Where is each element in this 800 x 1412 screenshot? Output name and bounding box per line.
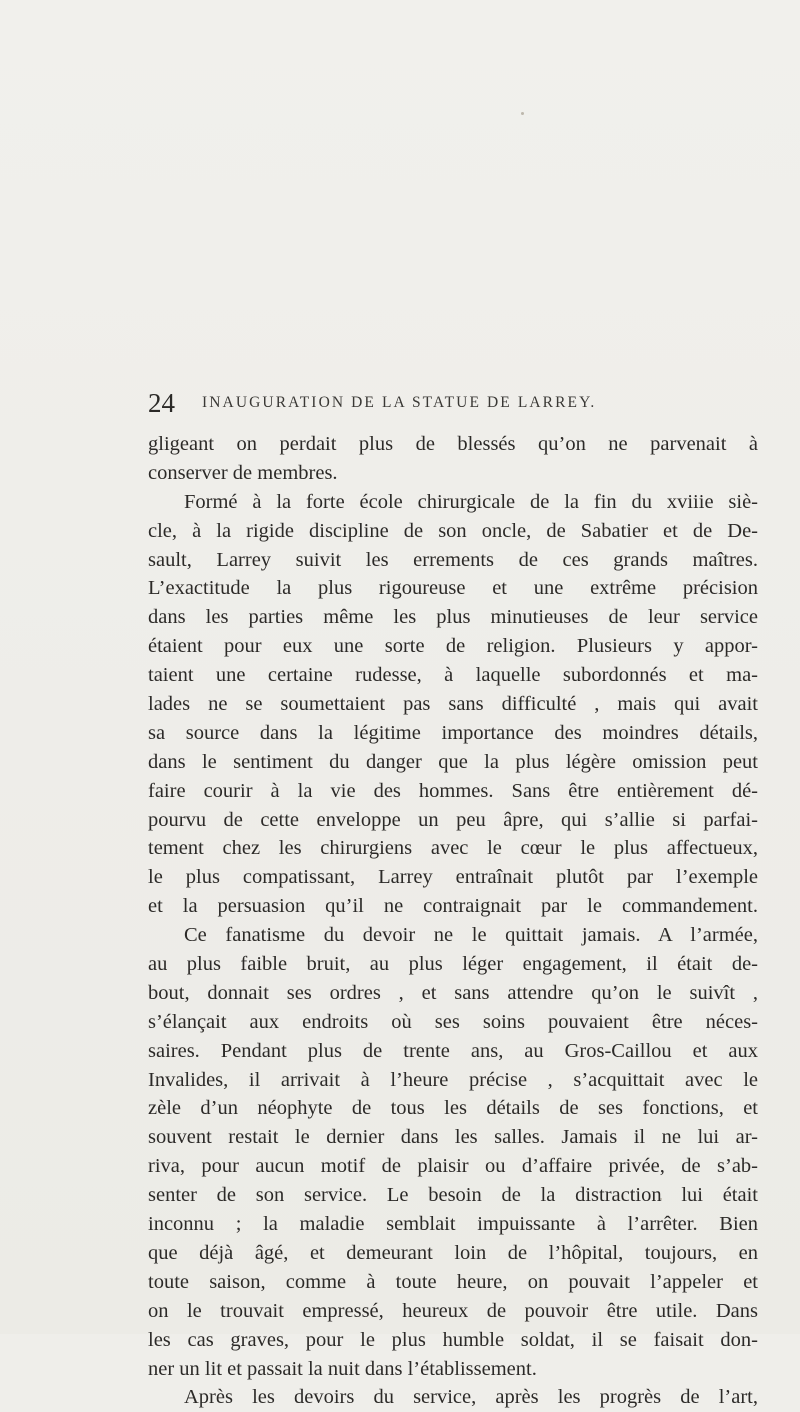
text-line: dans le sentiment du danger que la plus légère omission peut xyxy=(148,750,758,773)
text-line: et la persuasion qu’il ne contraignait par le commandement. xyxy=(148,895,758,918)
text-line: pourvu de cette enveloppe un peu âpre, qui s’allie si parfai- xyxy=(148,808,758,831)
text-line: Ce fanatisme du devoir ne le quittait jamais. A l’armée, xyxy=(184,924,758,947)
text-line: souvent restait le dernier dans les salles. Jamais il ne lui ar- xyxy=(148,1126,758,1149)
text-line: cle, à la rigide discipline de son oncle, de Sabatier et de De- xyxy=(148,519,758,542)
page-number: 24 xyxy=(148,388,175,418)
text-line: au plus faible bruit, au plus léger engagement, il était de- xyxy=(148,953,758,976)
paper-speck xyxy=(521,112,524,115)
text-line: tement chez les chirurgiens avec le cœur le plus affectueux, xyxy=(148,837,758,860)
body-text xyxy=(148,430,758,1412)
text-line: le plus compatissant, Larrey entraînait plutôt par l’exemple xyxy=(148,866,758,889)
text-line: toute saison, comme à toute heure, on pouvait l’appeler et xyxy=(148,1270,758,1293)
text-line: on le trouvait empressé, heureux de pouvoir être utile. Dans xyxy=(148,1299,758,1322)
text-line: riva, pour aucun motif de plaisir ou d’affaire privée, de s’ab- xyxy=(148,1155,758,1178)
text-line: les cas graves, pour le plus humble soldat, il se faisait don- xyxy=(148,1328,758,1351)
text-line: taient une certaine rudesse, à laquelle subordonnés et ma- xyxy=(148,664,758,687)
text-line: zèle d’un néophyte de tous les détails de ses fonctions, et xyxy=(148,1097,758,1120)
text-line: saires. Pendant plus de trente ans, au Gros-Caillou et aux xyxy=(148,1039,758,1062)
text-line: senter de son service. Le besoin de la distraction lui était xyxy=(148,1184,758,1207)
text-line: dans les parties même les plus minutieuses de leur service xyxy=(148,606,758,629)
text-line: gligeant on perdait plus de blessés qu’on ne parvenait à xyxy=(148,433,758,455)
text-line: inconnu ; la maladie semblait impuissante à l’arrêter. Bien xyxy=(148,1213,758,1236)
text-line: Formé à la forte école chirurgicale de la fin du xviiie siè- xyxy=(184,490,758,513)
text-line: que déjà âgé, et demeurant loin de l’hôpital, toujours, en xyxy=(148,1241,758,1264)
text-line: lades ne se soumettaient pas sans difficulté , mais qui avait xyxy=(148,693,758,716)
text-line: sa source dans la légitime importance des moindres détails, xyxy=(148,721,758,744)
text-line: conserver de membres. xyxy=(148,461,338,484)
text-line: faire courir à la vie des hommes. Sans être entièrement dé- xyxy=(148,779,758,802)
text-line: bout, donnait ses ordres , et sans attendre qu’on le suivît , xyxy=(148,981,758,1004)
running-head xyxy=(148,388,748,418)
running-head-title: INAUGURATION DE LA STATUE DE LARREY. xyxy=(202,394,597,411)
text-line: sault, Larrey suivit les errements de ces grands maîtres. xyxy=(148,548,758,571)
text-line: étaient pour eux une sorte de religion. Plusieurs y appor- xyxy=(148,635,758,658)
text-line: s’élançait aux endroits où ses soins pouvaient être néces- xyxy=(148,1010,758,1033)
text-line: Invalides, il arrivait à l’heure précise , s’acquittait avec le xyxy=(148,1068,758,1091)
text-line: ner un lit et passait la nuit dans l’établissement. xyxy=(148,1357,537,1380)
text-line: Après les devoirs du service, après les progrès de l’art, xyxy=(184,1386,758,1409)
text-line: L’exactitude la plus rigoureuse et une extrême précision xyxy=(148,577,758,600)
